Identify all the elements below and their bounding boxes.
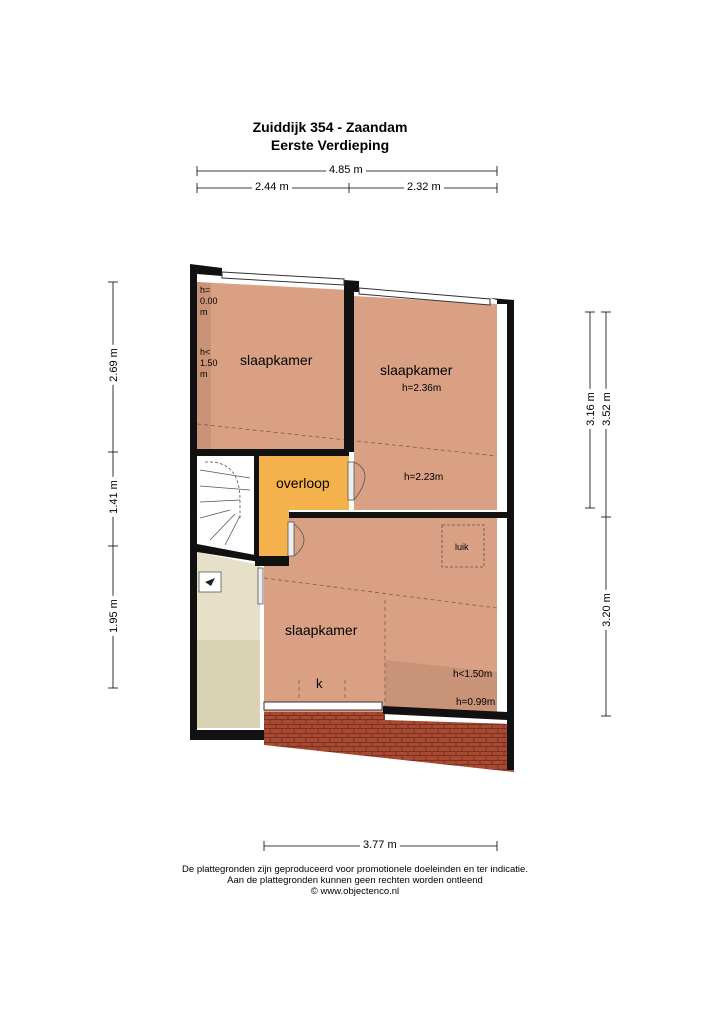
utility-area-shade (197, 640, 260, 728)
room1-height-a (200, 285, 218, 318)
dim-top-right: 2.32 m (404, 181, 444, 193)
room2-label: slaapkamer (380, 362, 453, 378)
room2-height: h=2.36m (402, 383, 442, 394)
room1-height-b-line3: m (200, 369, 208, 379)
dim-left-top: 2.69 m (108, 345, 120, 385)
dim-right-inner: 3.16 m (585, 389, 597, 429)
room1-height-a-line2: 0.00 (200, 296, 218, 306)
room1-height-a-line1: h= (200, 285, 211, 295)
stairs (197, 456, 255, 560)
room1-height-b-line1: h< (200, 347, 211, 357)
address-title: Zuiddijk 354 - Zaandam (252, 119, 408, 135)
dim-top-total: 4.85 m (326, 164, 366, 176)
room1-height-b-line2: 1.50 (200, 358, 218, 368)
room1-height-b (200, 347, 218, 380)
hatch-label: luik (455, 542, 469, 552)
room2-height-low: h=2.23m (404, 472, 444, 483)
dim-right-outer: 3.52 m (601, 389, 613, 429)
room3-height-a: h<1.50m (453, 669, 493, 680)
roof-tiles (264, 712, 514, 772)
dim-bottom: 3.77 m (360, 839, 400, 851)
disclaimer (0, 864, 715, 897)
dim-left-mid: 1.41 m (108, 477, 120, 517)
cupboard-label: k (316, 676, 323, 691)
disclaimer-line2: Aan de plattegronden kunnen geen rechten worden ontleend (227, 875, 483, 886)
landing-label: overloop (276, 475, 330, 491)
boiler-icon (199, 572, 221, 592)
dimension-lines-right (585, 312, 611, 716)
room3-label: slaapkamer (285, 622, 358, 638)
room1-label: slaapkamer (240, 352, 313, 368)
room1-height-a-line3: m (200, 307, 208, 317)
dim-left-bottom: 1.95 m (108, 596, 120, 636)
dim-top-left: 2.44 m (252, 181, 292, 193)
floor-title: Eerste Verdieping (270, 137, 390, 153)
copyright-link[interactable]: © www.objectenco.nl (310, 886, 400, 897)
room3-height-b: h=0.99m (456, 697, 496, 708)
dim-right-bottom: 3.20 m (601, 590, 613, 630)
disclaimer-line1: De plattegronden zijn geproduceerd voor promotionele doeleinden en ter indicatie. (182, 864, 528, 875)
